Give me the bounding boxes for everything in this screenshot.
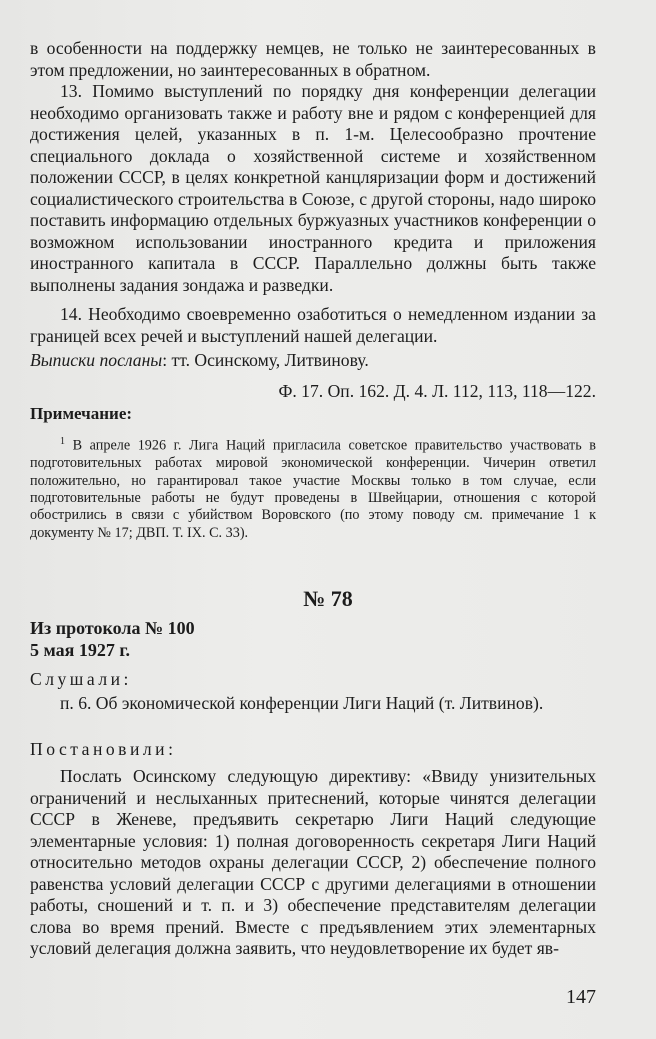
resolved-label: Постановили:	[30, 739, 177, 759]
protocol-date: 5 мая 1927 г.	[30, 640, 131, 660]
heard-label: Слушали:	[30, 669, 132, 689]
footnote	[30, 433, 596, 542]
extracts-recipients: : тт. Осинскому, Литвинову.	[162, 350, 369, 370]
document-title	[30, 617, 596, 661]
protocol-number: Из протокола № 100	[30, 618, 195, 638]
extracts-label: Выписки посланы	[30, 350, 163, 370]
footnote-text: В апреле 1926 г. Лига Наций пригласила советское правительство участвовать в подготовительных работах мировой экономической конференции. Чичерин ответил положительно, но гарантировал такое участие Москвы только в том случае, если подготовительные работы не будут проведены в Швейцарии, отношения с которой обострились в связи с убийством Воровского (по этому поводу см. примечание 1 к документу № 17; ДВП. Т. IX. С. 33).	[30, 437, 596, 541]
resolved-text: Послать Осинскому следующую директиву: «Ввиду унизительных ограничений и неслыханных притеснений, которые чинятся делегации СССР в Женеве, предъявить секретарю Лиги Наций следующие элементарные условия: 1) полная договоренность секретаря Лиги Наций относительно методов охраны делегации СССР, 2) обеспечение полного равенства условий делегации СССР с другими делегациями в отношении работы, сношений и т. п. и 3) обеспечение представителям делегации слова во время прений. Вместе с предъявлением этих элементарных условий делегация должна заявить, что неудовлетворение их будет яв-	[30, 766, 596, 958]
paragraph-14: 14. Необходимо своевременно озаботиться о немедленном издании за границей всех речей и выступлений нашей делегации.	[30, 304, 596, 346]
heard-item: п. 6. Об экономической конференции Лиги Наций (т. Литвинов).	[60, 693, 544, 713]
page-number: 147	[566, 986, 596, 1008]
archive-reference: Ф. 17. Оп. 162. Д. 4. Л. 112, 113, 118—122.	[278, 381, 596, 401]
document-number: № 78	[303, 586, 353, 611]
paragraph-continued: в особенности на поддержку немцев, не только не заинтересованных в этом предложении, но заинтересованных в обратном.	[30, 38, 596, 80]
footnote-mark: 1	[60, 436, 65, 447]
extracts-sent	[30, 350, 596, 372]
paragraph-13: 13. Помимо выступлений по порядку дня конференции делегации необходимо организовать также и работу вне и рядом с конференцией для достижения целей, указанных в п. 1-м. Целесообразно прочтение специального доклада о хозяйственной системе и хозяйственном положении СССР, в целях конкретной канцляризации форм и достижений социалистического строительства в Союзе, с другой стороны, надо широко поставить информацию отдельных буржуазных участников конференции о возможном использовании иностранного кредита и приложения иностранного капитала в СССР. Параллельно должны быть также выполнены задания зондажа и разведки.	[30, 81, 596, 295]
note-heading: Примечание:	[30, 404, 133, 423]
